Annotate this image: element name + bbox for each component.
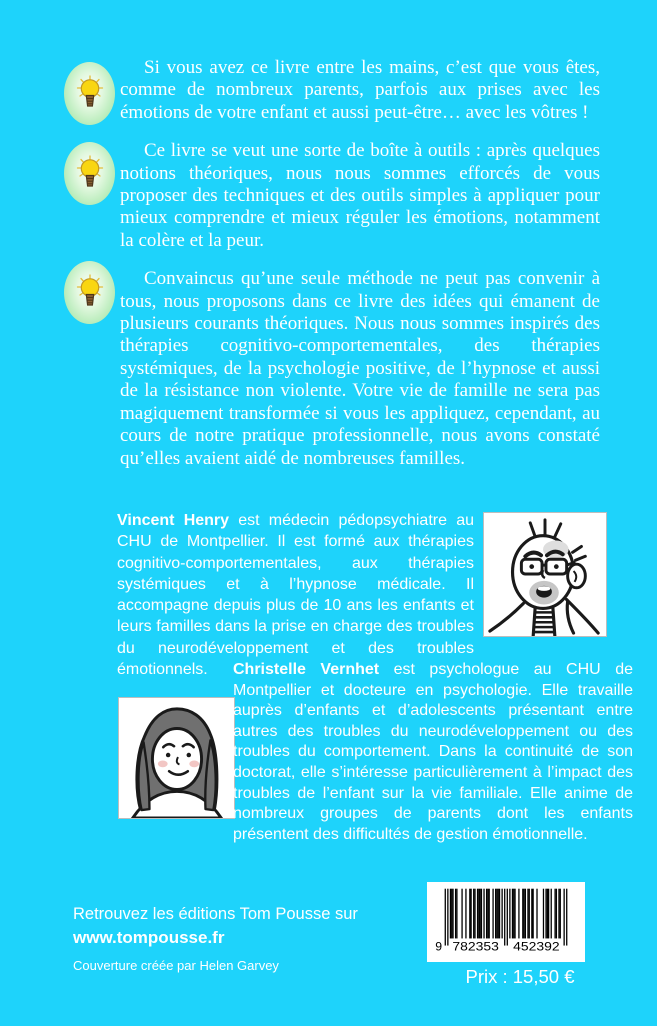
lightbulb-icon <box>64 142 115 205</box>
publisher-line: Retrouvez les éditions Tom Pousse sur <box>73 905 358 923</box>
author-name: Vincent Henry <box>117 512 230 529</box>
publisher-note <box>73 903 358 949</box>
website-url: www.tompousse.fr <box>73 928 225 947</box>
author-name: Christelle Vernhet <box>233 661 380 678</box>
barcode <box>427 882 585 962</box>
barcode-digits-right: 452392 <box>513 939 560 954</box>
price-label: Prix : 15,50 € <box>465 966 575 987</box>
author-portrait-christelle-illustration <box>118 697 235 819</box>
cover-credit: Couverture créée par Helen Garvey <box>73 958 279 973</box>
lightbulb-icon <box>64 62 115 125</box>
intro-paragraph: Si vous avez ce livre entre les mains, c’est que vous êtes, comme de nombreux parents, parfois aux prises avec les émotions de votre enfant et aussi peut-être… avec les vôtres ! <box>120 57 600 123</box>
barcode-digit-first: 9 <box>435 939 443 954</box>
author-bio-text: est psychologue au CHU de Montpellier et docteure en psychologie. Elle travaille auprès d’enfants et d’adolescents présentant entre autres des troubles du neurodéveloppement ou des troubles du comportement. Dans la continuité de son doctorat, elle s’intéresse particulièrement à l’impact des troubles de l’enfant sur la vie familiale. Elle anime de nombreux groupes de parents dont les enfants présentent des difficultés de gestion émotionnelle. <box>233 661 633 843</box>
author-bio-text: est médecin pédopsychiatre au CHU de Montpellier. Il est formé aux thérapies cognitivo-comportementales, aux thérapies systémiques et à l’hypnose médicale. Il accompagne depuis plus de 10 ans les enfants et leurs familles dans la prise en charge des troubles du neurodéveloppement et des troubles émotionnels. <box>117 512 475 679</box>
back-cover-blurb <box>120 57 600 486</box>
intro-paragraph: Convaincus qu’une seule méthode ne peut pas convenir à tous, nous proposons dans ce livre des idées qui émanent de plusieurs courants théoriques. Nous nous sommes inspirés des thérapies cognitivo-comportementales, des thérapies systémiques, de la psychologie positive, de l’hypnose et aussi de la résistance non violente. Votre vie de famille ne sera pas magiquement transformée si vous les appliquez, cependant, au cours de notre pratique professionnelle, nous avons constaté qu’elles avaient aidé de nombreuses familles. <box>120 268 600 469</box>
author-bio-vincent-henry <box>117 510 474 680</box>
barcode-digits-left: 782353 <box>452 939 500 954</box>
author-bio-christelle-vernhet <box>233 660 633 845</box>
lightbulb-icon <box>64 261 115 324</box>
intro-paragraph: Ce livre se veut une sorte de boîte à outils : après quelques notions théoriques, nous nous sommes efforcés de vous proposer des techniques et des outils simples à appliquer pour mieux comprendre et mieux réguler les émotions, notamment la colère et la peur. <box>120 140 600 251</box>
author-portrait-vincent-illustration <box>483 512 607 637</box>
